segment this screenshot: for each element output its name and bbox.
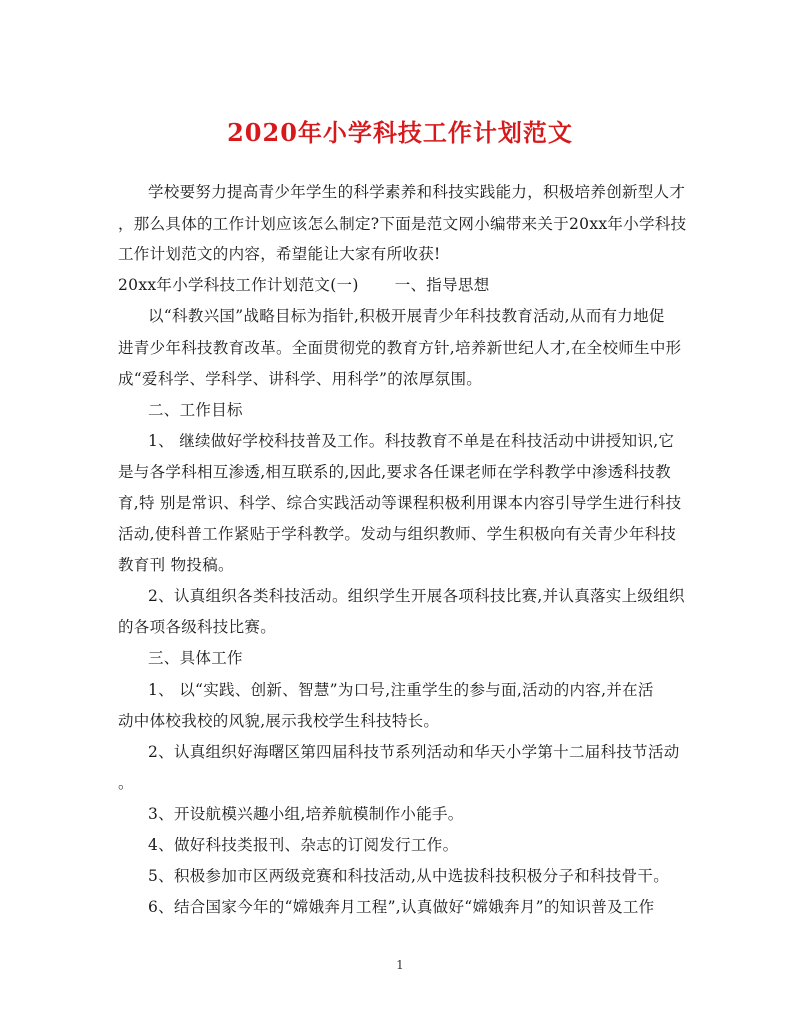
page-number: 1 [396, 958, 404, 972]
paragraph-line: 。 [118, 774, 134, 792]
paragraph-line: 学校要努力提高青少年学生的科学素养和科技实践能力，积极培养创新型人才 [148, 183, 686, 201]
paragraph-line: 1、 继续做好学校科技普及工作。科技教育不单是在科技活动中讲授知识,它 [148, 432, 675, 450]
paragraph-line: ，那么具体的工作计划应该怎么制定?下面是范文网小编带来关于20xx年小学科技 [118, 215, 687, 233]
heading-text: 一、指导思想 [394, 276, 490, 294]
heading-text: 二、工作目标 [148, 401, 243, 419]
paragraph-line: 动中体校我校的风貌,展示我校学生科技特长。 [118, 712, 440, 730]
paragraph-line: 5、积极参加市区两级竞赛和科技活动,从中选拔科技积极分子和科技骨干。 [148, 867, 669, 885]
paragraph-line: 3、开设航模兴趣小组,培养航模制作小能手。 [148, 805, 464, 823]
document-title: 2020年小学科技工作计划范文 [227, 118, 573, 147]
paragraph-line: 进青少年科技教育改革。全面贯彻党的教育方针,培养新世纪人才,在全校师生中形 [118, 339, 682, 357]
paragraph-line: 是与各学科相互渗透,相互联系的,因此,要求各任课老师在学科教学中渗透科技教 [118, 463, 671, 481]
paragraph-line: 工作计划范文的内容，希望能让大家有所收获! [118, 245, 441, 263]
paragraph-line: 6、结合国家今年的“嫦娥奔月工程”,认真做好“嫦娥奔月”的知识普及工作 [148, 898, 655, 916]
heading-text: 三、具体工作 [148, 649, 243, 667]
subtitle-text: 20xx年小学科技工作计划范文(一) [118, 276, 359, 294]
paragraph-line: 以“科教兴国”战略目标为指针,积极开展青少年科技教育活动,从而有力地促 [148, 307, 665, 325]
paragraph-line: 的各项各级科技比赛。 [118, 618, 277, 636]
paragraph-line: 活动,使科普工作紧贴于学科教学。发动与组织教师、学生积极向有关青少年科技 [118, 525, 677, 543]
paragraph-line: 教育刊 物投稿。 [118, 556, 234, 574]
paragraph-line: 成“爱科学、学科学、讲科学、用科学”的浓厚氛围。 [118, 370, 483, 388]
paragraph-line: 2、认真组织好海曙区第四届科技节系列活动和华天小学第十二届科技节活动 [148, 743, 680, 761]
paragraph-line: 育,特 别是常识、科学、综合实践活动等课程积极利用课本内容引导学生进行科技 [118, 494, 682, 512]
section-heading-line [118, 275, 698, 295]
paragraph-line: 1、 以“实践、创新、智慧”为口号,注重学生的参与面,活动的内容,并在活 [148, 681, 654, 699]
paragraph-line: 2、认真组织各类科技活动。组织学生开展各项科技比赛,并认真落实上级组织 [148, 587, 685, 605]
paragraph-line: 4、做好科技类报刊、杂志的订阅发行工作。 [148, 836, 459, 854]
